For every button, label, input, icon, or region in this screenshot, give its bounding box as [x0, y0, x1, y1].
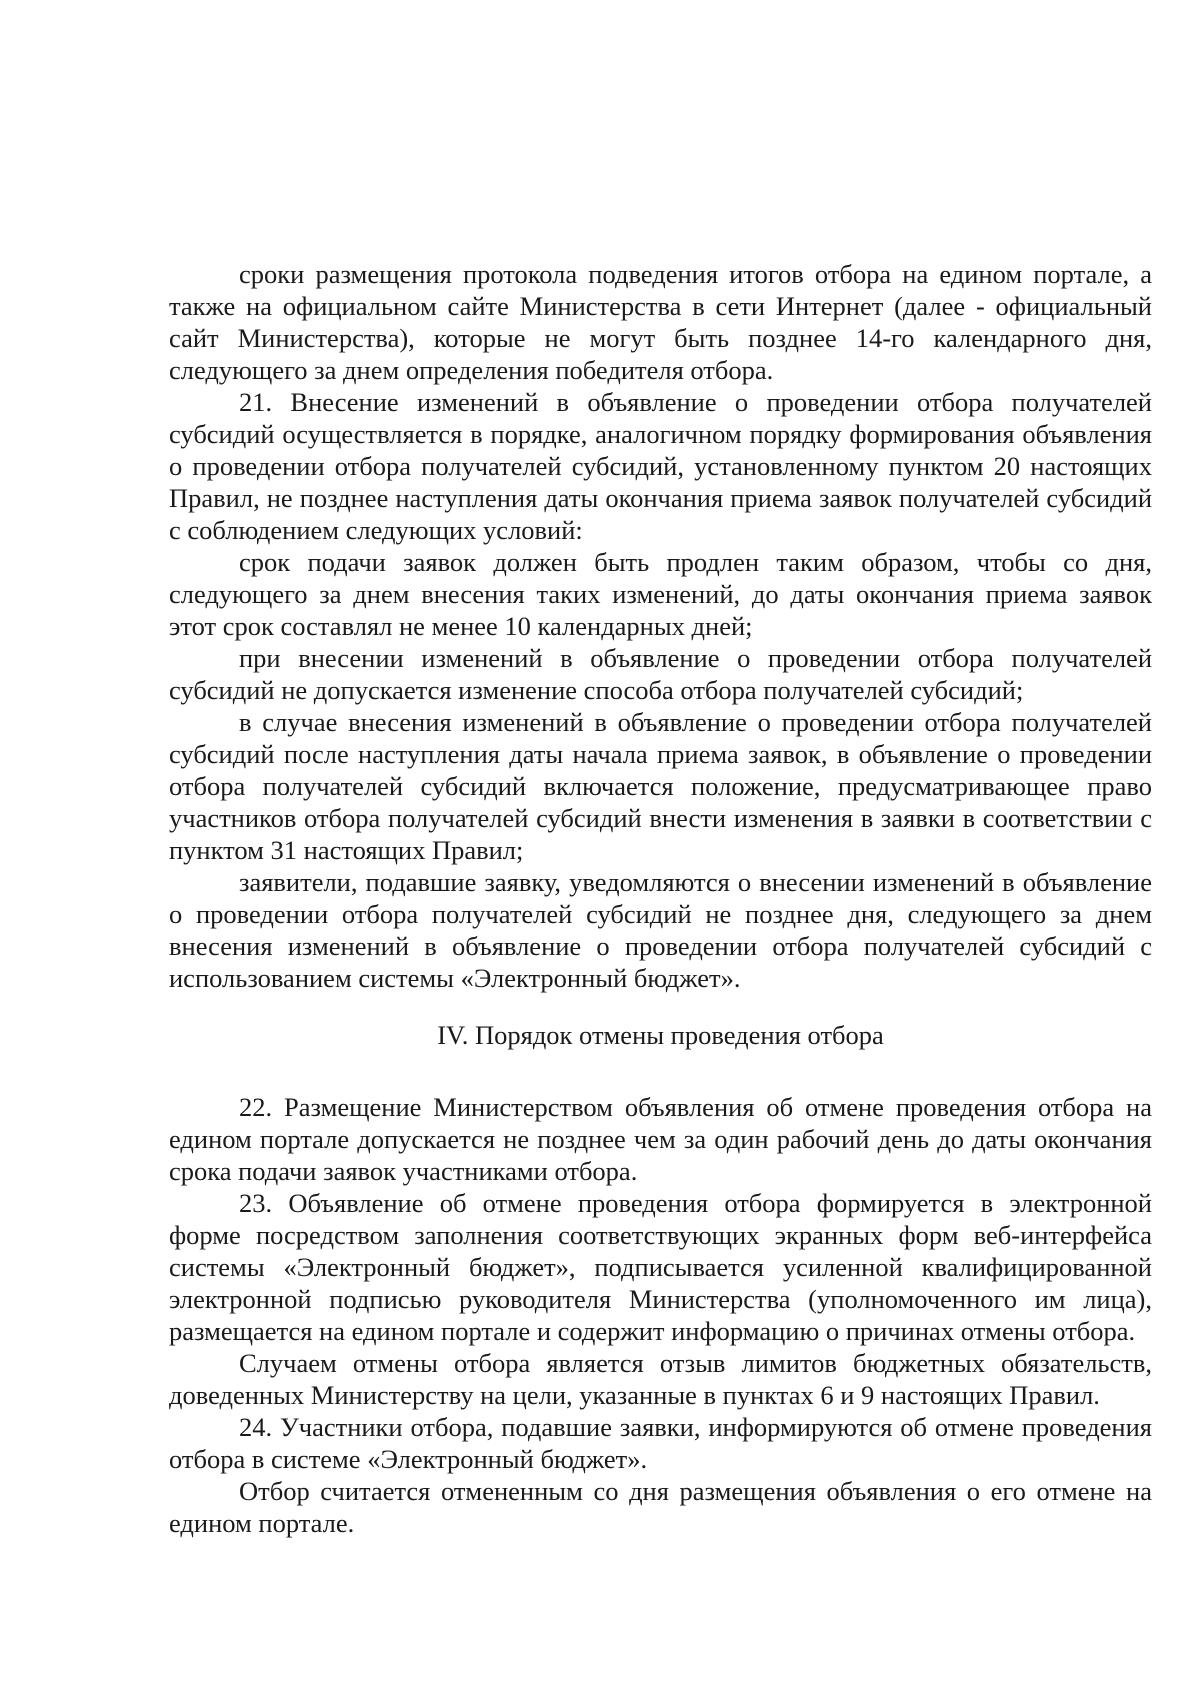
paragraph-publication-deadline: сроки размещения протокола подведения итогов отбора на едином портале, а также на официальном сайте Министерства в сети Интернет (далее - официальный сайт Министерства), которые не могут быть позднее 14-го календарного дня, следующего за днем определения победителя отбора.	[169, 259, 1152, 385]
document-body	[169, 258, 1152, 1539]
paragraph-24: 24. Участники отбора, подавшие заявки, информируются об отмене проведения отбора в системе «Электронный бюджет».	[169, 1412, 1152, 1474]
paragraph-deadline-extension: срок подачи заявок должен быть продлен таким образом, чтобы со дня, следующего за днем внесения таких изменений, до даты окончания приема заявок этот срок составлял не менее 10 календарных дней;	[169, 547, 1152, 641]
paragraph-cancellation-case: Случаем отмены отбора является отзыв лимитов бюджетных обязательств, доведенных Министерству на цели, указанные в пунктах 6 и 9 настоящих Правил.	[169, 1348, 1152, 1410]
section-heading: IV. Порядок отмены проведения отбора	[437, 1020, 884, 1050]
paragraph-amend-applications: в случае внесения изменений в объявление о проведении отбора получателей субсидий после наступления даты начала приема заявок, в объявление о проведении отбора получателей субсидий включается положение, предусматривающее право участников отбора получателей субсидий внести изменения в заявки в соответствии с пунктом 31 настоящих Правил;	[169, 707, 1152, 865]
paragraph-23: 23. Объявление об отмене проведения отбора формируется в электронной форме посредством заполнения соответствующих экранных форм веб-интерфейса системы «Электронный бюджет», подписывается усиленной квалифицированной электронной подписью руководителя Министерства (уполномоченного им лица), размещается на едином портале и содержит информацию о причинах отмены отбора.	[169, 1188, 1152, 1346]
paragraph-applicant-notification: заявители, подавшие заявку, уведомляются о внесении изменений в объявление о проведении отбора получателей субсидий не позднее дня, следующего за днем внесения изменений в объявление о проведении отбора получателей субсидий с использованием системы «Электронный бюджет».	[169, 867, 1152, 993]
paragraph-method-unchanged: при внесении изменений в объявление о проведении отбора получателей субсидий не допускается изменение способа отбора получателей субсидий;	[169, 643, 1152, 705]
paragraph-21: 21. Внесение изменений в объявление о проведении отбора получателей субсидий осуществляется в порядке, аналогичном порядку формирования объявления о проведении отбора получателей субсидий, установленному пунктом 20 настоящих Правил, не позднее наступления даты окончания приема заявок получателей субсидий с соблюдением следующих условий:	[169, 387, 1152, 545]
paragraph-cancellation-effective: Отбор считается отмененным со дня размещения объявления о его отмене на едином портале.	[169, 1476, 1152, 1538]
paragraph-22: 22. Размещение Министерством объявления об отмене проведения отбора на едином портале допускается не позднее чем за один рабочий день до даты окончания срока подачи заявок участниками отбора.	[169, 1092, 1152, 1186]
